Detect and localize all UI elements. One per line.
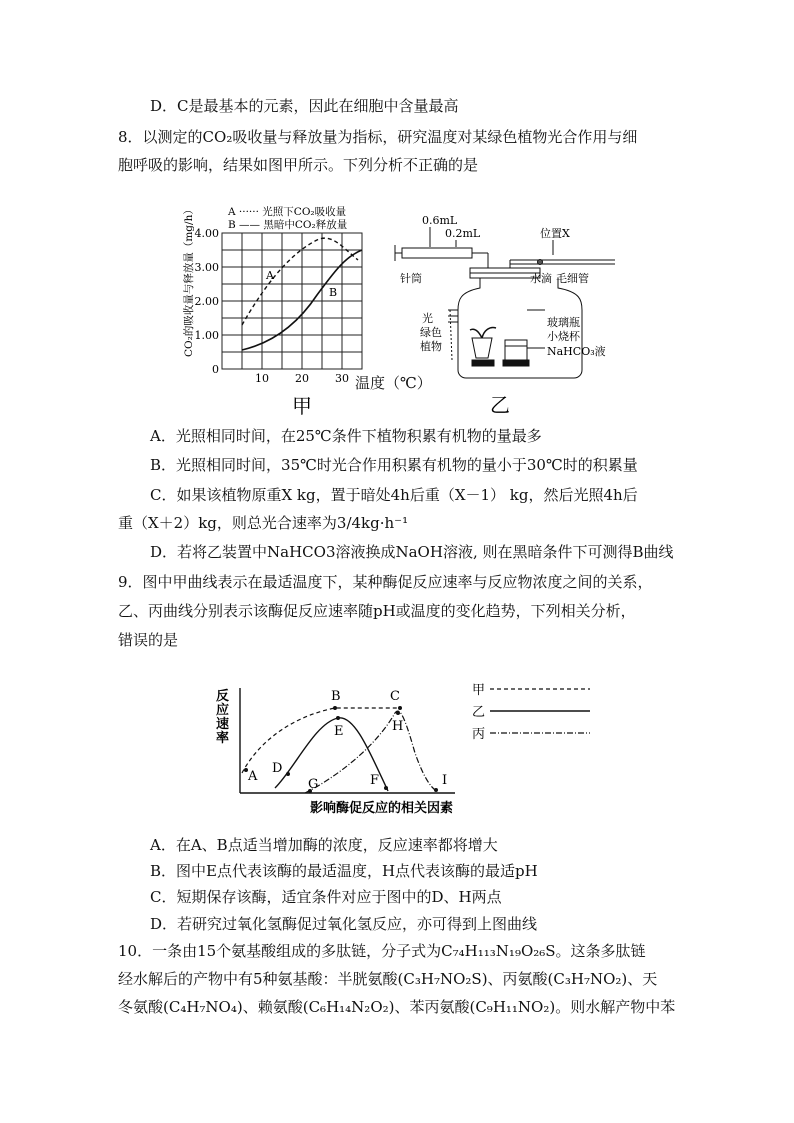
fig-jia-grid: [222, 233, 362, 369]
enz-curve-jia: [242, 708, 400, 773]
q9-stem-line3: 错误的是: [118, 631, 179, 649]
fig-jia-caption: 甲: [292, 394, 312, 418]
fig-yi-label-pos: 位置X: [540, 227, 570, 240]
figure-enzyme-curves: [210, 678, 610, 828]
enz-xlabel: 影响酶促反应的相关因素: [310, 801, 454, 816]
enz-label-g: G: [308, 777, 319, 792]
enz-label-e: E: [334, 724, 344, 739]
enz-dot-d: [286, 772, 290, 776]
enz-legend-yi: 乙: [472, 705, 486, 720]
enz-ylabel-3: 率: [216, 731, 230, 746]
q10-line1: 10．一条由15个氨基酸组成的多肽链，分子式为C₇₄H₁₁₃N₁₉O₂₆S。这条多肽链: [118, 942, 646, 960]
fig-yi-label-06: 0.6mL: [422, 214, 458, 227]
fig-yi-caption: 乙: [490, 393, 510, 417]
fig-yi-label-nahco3: NaHCO₃液: [547, 345, 606, 358]
fig-yi-label-drop: 水滴: [530, 272, 552, 285]
q9-option-c: C．短期保存该酶，适宜条件对应于图中的D、H两点: [150, 888, 502, 906]
enz-dot-h: [396, 711, 400, 715]
q9-option-d: D．若研究过氧化氢酶促过氧化氢反应，亦可得到上图曲线: [150, 915, 538, 933]
figure-jia-co2-chart: [172, 195, 372, 420]
q10-line3: 冬氨酸(C₄H₇NO₄)、赖氨酸(C₆H₁₄N₂O₂)、苯丙氨酸(C₉H₁₁NO₂)。则水解产物中苯: [118, 998, 676, 1016]
enz-label-f: F: [370, 773, 380, 788]
fig-yi-label-cap: 毛细管: [556, 272, 589, 285]
q7-option-d: D．C是最基本的元素，因此在细胞中含量最高: [150, 97, 459, 115]
enz-label-h: H: [392, 719, 404, 734]
q10-line2: 经水解后的产物中有5种氨基酸：半胱氨酸(C₃H₇NO₂S)、丙氨酸(C₃H₇NO₂)、天: [118, 970, 658, 988]
enz-dot-i: [434, 788, 438, 792]
fig-jia-ytick-1: 1.00: [194, 329, 219, 342]
enz-label-b: B: [331, 689, 341, 704]
fig-jia-curve-a: [242, 238, 358, 325]
enz-label-c: C: [390, 689, 400, 704]
fig-yi-label-plant2: 植物: [420, 340, 442, 353]
q9-stem-line2: 乙、丙曲线分别表示该酶促反应速率随pH或温度的变化趋势，下列相关分析，: [118, 602, 636, 620]
enz-legend-jia: 甲: [472, 683, 486, 698]
figure-yi-apparatus: [390, 210, 620, 420]
enz-legend-bing: 丙: [472, 727, 486, 742]
fig-yi-label-plant1: 绿色: [420, 326, 442, 339]
fig-yi-label-02: 0.2mL: [445, 227, 481, 240]
enz-ylabel-2: 速: [216, 717, 230, 732]
fig-jia-label-a: A: [266, 269, 274, 282]
enz-dot-f: [384, 786, 388, 790]
fig-jia-xtick-20: 20: [295, 372, 309, 385]
enz-ylabel-1: 应: [216, 703, 230, 718]
enz-label-d: D: [272, 761, 283, 776]
fig-jia-legend-b: B —— 黑暗中CO₂释放量: [228, 219, 348, 231]
fig-jia-label-b: B: [329, 286, 338, 299]
enz-label-a: A: [248, 769, 258, 784]
enz-dot-e: [336, 716, 340, 720]
q8-stem-line1: 8．以测定的CO₂吸收量与释放量为指标，研究温度对某绿色植物光合作用与细: [118, 128, 638, 146]
q9-option-a: A．在A、B点适当增加酶的浓度，反应速率都将增大: [150, 836, 498, 854]
fig-jia-legend-a: A ······ 光照下CO₂吸收量: [228, 206, 347, 218]
q8-stem-line2: 胞呼吸的影响，结果如图甲所示。下列分析不正确的是: [118, 156, 479, 174]
fig-jia-ytick-4: 4.00: [194, 227, 219, 240]
q8-option-a: A．光照相同时间，在25℃条件下植物积累有机物的量最多: [150, 427, 542, 445]
fig-jia-ytick-3: 3.00: [194, 261, 219, 274]
q9-option-b: B．图中E点代表该酶的最适温度，H点代表该酶的最适pH: [150, 862, 538, 880]
enz-dot-c: [398, 706, 402, 710]
fig-yi-label-beaker: 小烧杯: [547, 330, 580, 343]
q8-option-d: D．若将乙装置中NaHCO3溶液换成NaOH溶液, 则在黑暗条件下可测得B曲线: [150, 543, 674, 561]
fig-jia-xlabel: 温度（℃）: [355, 374, 432, 392]
q8-option-c-line1: C．如果该植物原重X kg，置于暗处4h后重（X－1） kg，然后光照4h后: [150, 486, 638, 504]
fig-jia-origin: 0: [212, 363, 219, 376]
fig-yi-label-syringe: 针筒: [400, 272, 422, 285]
q8-option-c-line2: 重（X＋2）kg，则总光合速率为3/4kg·h⁻¹: [118, 514, 409, 532]
fig-jia-ylabel: CO₂的吸收量与释放量（mg/h）: [183, 204, 195, 357]
enz-ylabel-0: 反: [216, 689, 230, 704]
enz-axes: [240, 688, 455, 793]
q8-option-b: B．光照相同时间，35℃时光合作用积累有机物的量小于30℃时的积累量: [150, 456, 638, 474]
q9-stem-line1: 9．图中甲曲线表示在最适温度下，某种酶促反应速率与反应物浓度之间的关系，: [118, 573, 653, 591]
fig-yi-label-light: 光: [422, 312, 433, 325]
fig-yi-label-bottle: 玻璃瓶: [547, 316, 580, 329]
enz-label-i: I: [442, 773, 448, 788]
fig-jia-xtick-10: 10: [255, 372, 269, 385]
enz-dot-b: [333, 706, 337, 710]
fig-jia-xtick-30: 30: [335, 372, 349, 385]
fig-jia-ytick-2: 2.00: [194, 295, 219, 308]
